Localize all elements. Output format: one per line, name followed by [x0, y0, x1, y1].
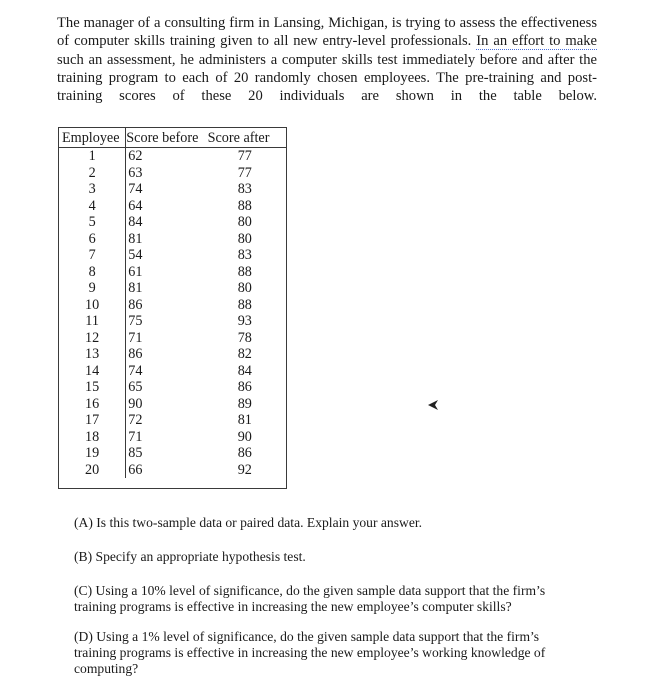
cell-score-before: 54: [126, 247, 204, 264]
table-row: [59, 231, 286, 248]
intro-line-2: [57, 32, 597, 50]
table-row: [59, 148, 286, 165]
cell-employee: 12: [85, 329, 100, 346]
table-row: [59, 412, 286, 429]
cell-employee: 1: [88, 148, 96, 165]
cell-score-after: 83: [237, 247, 252, 264]
cell-score-after: 80: [237, 280, 252, 297]
cell-score-before: 63: [126, 165, 204, 182]
mouse-pointer-icon: [426, 398, 440, 412]
cell-score-after: 84: [237, 362, 252, 379]
cell-score-after: 92: [237, 461, 252, 478]
question-c: [74, 583, 594, 615]
cell-score-before: 71: [126, 429, 204, 446]
table-row: [59, 214, 286, 231]
cell-employee: 18: [85, 428, 100, 445]
intro-line-4: training program to each of 20 randomly chosen employees. The pre-training and post-: [57, 69, 597, 86]
table-row: [59, 181, 286, 198]
cell-employee: 6: [88, 230, 96, 247]
table-row: [59, 346, 286, 363]
table-row: [59, 313, 286, 330]
intro-line-1: The manager of a consulting firm in Lansing, Michigan, is trying to assess the effectiveness: [57, 15, 597, 31]
intro-line-3: such an assessment, he administers a computer skills test immediately before and after the: [57, 51, 597, 68]
cell-score-before: 81: [126, 280, 204, 297]
cell-score-before: 62: [126, 148, 204, 165]
cell-score-before: 74: [126, 181, 204, 198]
cell-employee: 4: [88, 197, 96, 214]
cell-employee: 9: [88, 280, 96, 297]
table-row: [59, 247, 286, 264]
cell-employee: 5: [88, 214, 96, 231]
cell-employee: 17: [85, 412, 100, 429]
table-row: [59, 363, 286, 380]
cell-score-after: 78: [237, 329, 252, 346]
cell-score-before: 90: [126, 396, 204, 413]
cell-employee: 3: [88, 181, 96, 198]
cell-score-after: 88: [237, 263, 252, 280]
table-row: [59, 165, 286, 182]
cell-employee: 13: [85, 346, 100, 363]
cell-score-after: 86: [237, 445, 252, 462]
cell-score-before: 71: [126, 330, 204, 347]
cell-score-after: 90: [237, 428, 252, 445]
table-row: [59, 396, 286, 413]
cell-score-before: 64: [126, 198, 204, 215]
intro-line-5: training scores of these 20 individuals are shown in the table below.: [57, 88, 597, 105]
scores-table: [58, 127, 287, 489]
question-d-line-1: (D) Using a 1% level of significance, do the given sample data support that the firm’s: [74, 629, 540, 644]
header-employee: Employee: [59, 128, 126, 148]
cell-score-after: 77: [237, 164, 252, 181]
cell-employee: 19: [85, 445, 100, 462]
question-d-line-3: computing?: [74, 661, 139, 676]
cell-score-before: 86: [126, 346, 204, 363]
cell-score-after: 82: [237, 346, 252, 363]
cell-score-after: 80: [237, 230, 252, 247]
cell-score-before: 86: [126, 297, 204, 314]
question-b: (B) Specify an appropriate hypothesis test.: [74, 549, 306, 564]
question-d-line-2: training programs is effective in increasing the new employee’s working knowledge of: [74, 645, 546, 660]
table-row: [59, 379, 286, 396]
intro-line-2-tail: In an effort to make: [476, 33, 597, 50]
table-row: [59, 280, 286, 297]
cell-employee: 7: [88, 247, 96, 264]
header-score-after: Score after: [204, 128, 286, 148]
question-c-line-1: (C) Using a 10% level of significance, do the given sample data support that the firm’s: [74, 583, 546, 598]
cell-employee: 14: [85, 362, 100, 379]
cell-score-before: 65: [126, 379, 204, 396]
problem-statement: [57, 14, 597, 105]
header-score-before: Score before: [126, 128, 204, 148]
cell-employee: 15: [85, 379, 100, 396]
table-row: [59, 198, 286, 215]
cell-score-before: 85: [126, 445, 204, 462]
cell-score-after: 89: [237, 395, 252, 412]
cell-employee: 16: [85, 395, 100, 412]
question-c-line-2: training programs is effective in increasing the new employee’s computer skills?: [74, 599, 512, 614]
table-row: [59, 445, 286, 462]
cell-employee: 11: [85, 313, 99, 330]
table-row: [59, 330, 286, 347]
cell-score-before: 74: [126, 363, 204, 380]
cell-employee: 20: [85, 461, 100, 478]
cell-score-after: 80: [237, 214, 252, 231]
cell-score-after: 81: [237, 412, 252, 429]
table-row: [59, 462, 286, 479]
cell-score-before: 66: [126, 462, 204, 479]
cell-score-after: 77: [237, 148, 252, 165]
question-d: [74, 629, 594, 677]
cell-score-before: 72: [126, 412, 204, 429]
cell-score-before: 84: [126, 214, 204, 231]
cell-score-before: 61: [126, 264, 204, 281]
cell-score-after: 88: [237, 197, 252, 214]
table-row: [59, 264, 286, 281]
intro-line-2-text: of computer skills training given to all new entry-level professionals.: [57, 33, 477, 50]
cell-employee: 2: [88, 164, 96, 181]
table-row: [59, 429, 286, 446]
table-row: [59, 297, 286, 314]
cell-score-after: 83: [237, 181, 252, 198]
cell-score-after: 88: [237, 296, 252, 313]
question-a: (A) Is this two-sample data or paired data. Explain your answer.: [74, 515, 423, 530]
table-header-row: [59, 128, 286, 148]
cell-score-after: 86: [237, 379, 252, 396]
cell-employee: 10: [85, 296, 100, 313]
cell-score-before: 81: [126, 231, 204, 248]
cell-score-before: 75: [126, 313, 204, 330]
cell-employee: 8: [88, 263, 96, 280]
cell-score-after: 93: [237, 313, 252, 330]
